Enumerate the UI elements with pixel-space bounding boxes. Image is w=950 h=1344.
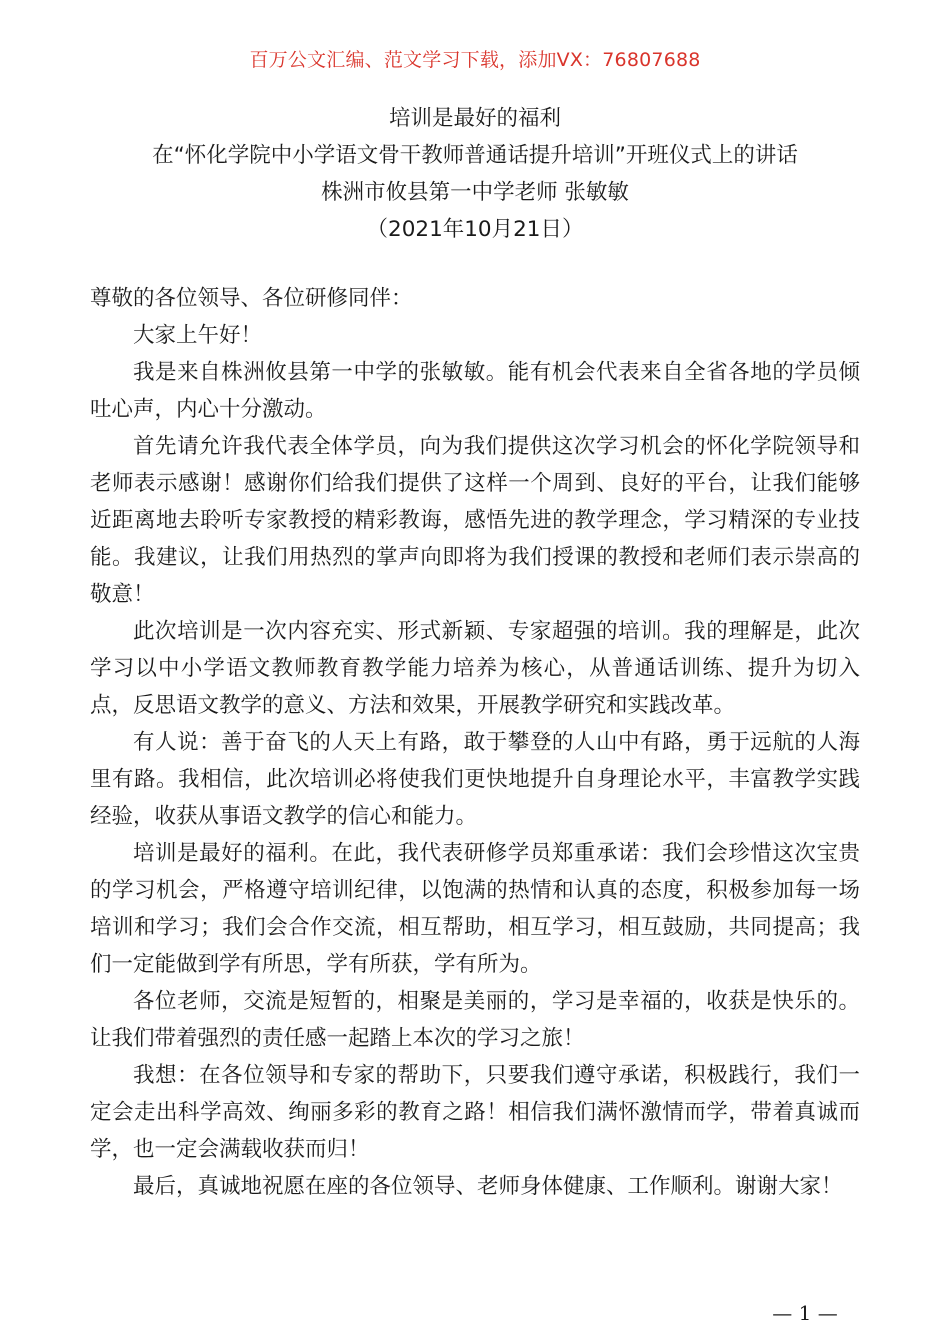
paragraph: 有人说：善于奋飞的人天上有路，敢于攀登的人山中有路，勇于远航的人海里有路。我相信，此次培训必将使我们更快地提升自身理论水平，丰富教学实践经验，收获从事语文教学的信心和能力。 bbox=[90, 730, 860, 829]
paragraph: 我想：在各位领导和专家的帮助下，只要我们遵守承诺，积极践行，我们一定会走出科学高效、绚丽多彩的教育之路！相信我们满怀激情而学，带着真诚而学，也一定会满载收获而归！ bbox=[90, 1063, 860, 1162]
paragraph: 最后，真诚地祝愿在座的各位领导、老师身体健康、工作顺利。谢谢大家！ bbox=[133, 1174, 843, 1199]
paragraph: 大家上午好！ bbox=[133, 323, 263, 348]
paragraph: 我是来自株洲攸县第一中学的张敏敏。能有机会代表来自全省各地的学员倾吐心声，内心十分激动。 bbox=[90, 360, 860, 422]
salutation: 尊敬的各位领导、各位研修同伴： bbox=[90, 286, 413, 311]
title-block bbox=[0, 100, 950, 248]
document-subtitle: 在“怀化学院中小学语文骨干教师普通话提升培训”开班仪式上的讲话 bbox=[152, 143, 798, 168]
page-number: — 1 — bbox=[772, 1301, 838, 1325]
header-watermark-note: 百万公文汇编、范文学习下载，添加VX：76807688 bbox=[249, 49, 701, 71]
speech-body bbox=[90, 280, 860, 1205]
paragraph: 各位老师，交流是短暂的，相聚是美丽的，学习是幸福的，收获是快乐的。让我们带着强烈的责任感一起踏上本次的学习之旅！ bbox=[90, 989, 860, 1051]
date-line: （2021年10月21日） bbox=[366, 217, 584, 242]
speaker-line: 株洲市攸县第一中学老师 张敏敏 bbox=[321, 180, 629, 205]
paragraph: 培训是最好的福利。在此，我代表研修学员郑重承诺：我们会珍惜这次宝贵的学习机会，严格遵守培训纪律，以饱满的热情和认真的态度，积极参加每一场培训和学习；我们会合作交流，相互帮助，相互学习，相互鼓励，共同提高；我们一定能做到学有所思，学有所获，学有所为。 bbox=[90, 841, 860, 977]
paragraph: 此次培训是一次内容充实、形式新颖、专家超强的培训。我的理解是，此次学习以中小学语文教师教育教学能力培养为核心，从普通话训练、提升为切入点，反思语文教学的意义、方法和效果，开展教学研究和实践改革。 bbox=[90, 619, 860, 718]
document-title: 培训是最好的福利 bbox=[388, 106, 561, 131]
paragraph: 首先请允许我代表全体学员，向为我们提供这次学习机会的怀化学院领导和老师表示感谢！感谢你们给我们提供了这样一个周到、良好的平台，让我们能够近距离地去聆听专家教授的精彩教诲，感悟先进的教学理念，学习精深的专业技能。我建议，让我们用热烈的掌声向即将为我们授课的教授和老师们表示崇高的敬意！ bbox=[90, 434, 860, 607]
